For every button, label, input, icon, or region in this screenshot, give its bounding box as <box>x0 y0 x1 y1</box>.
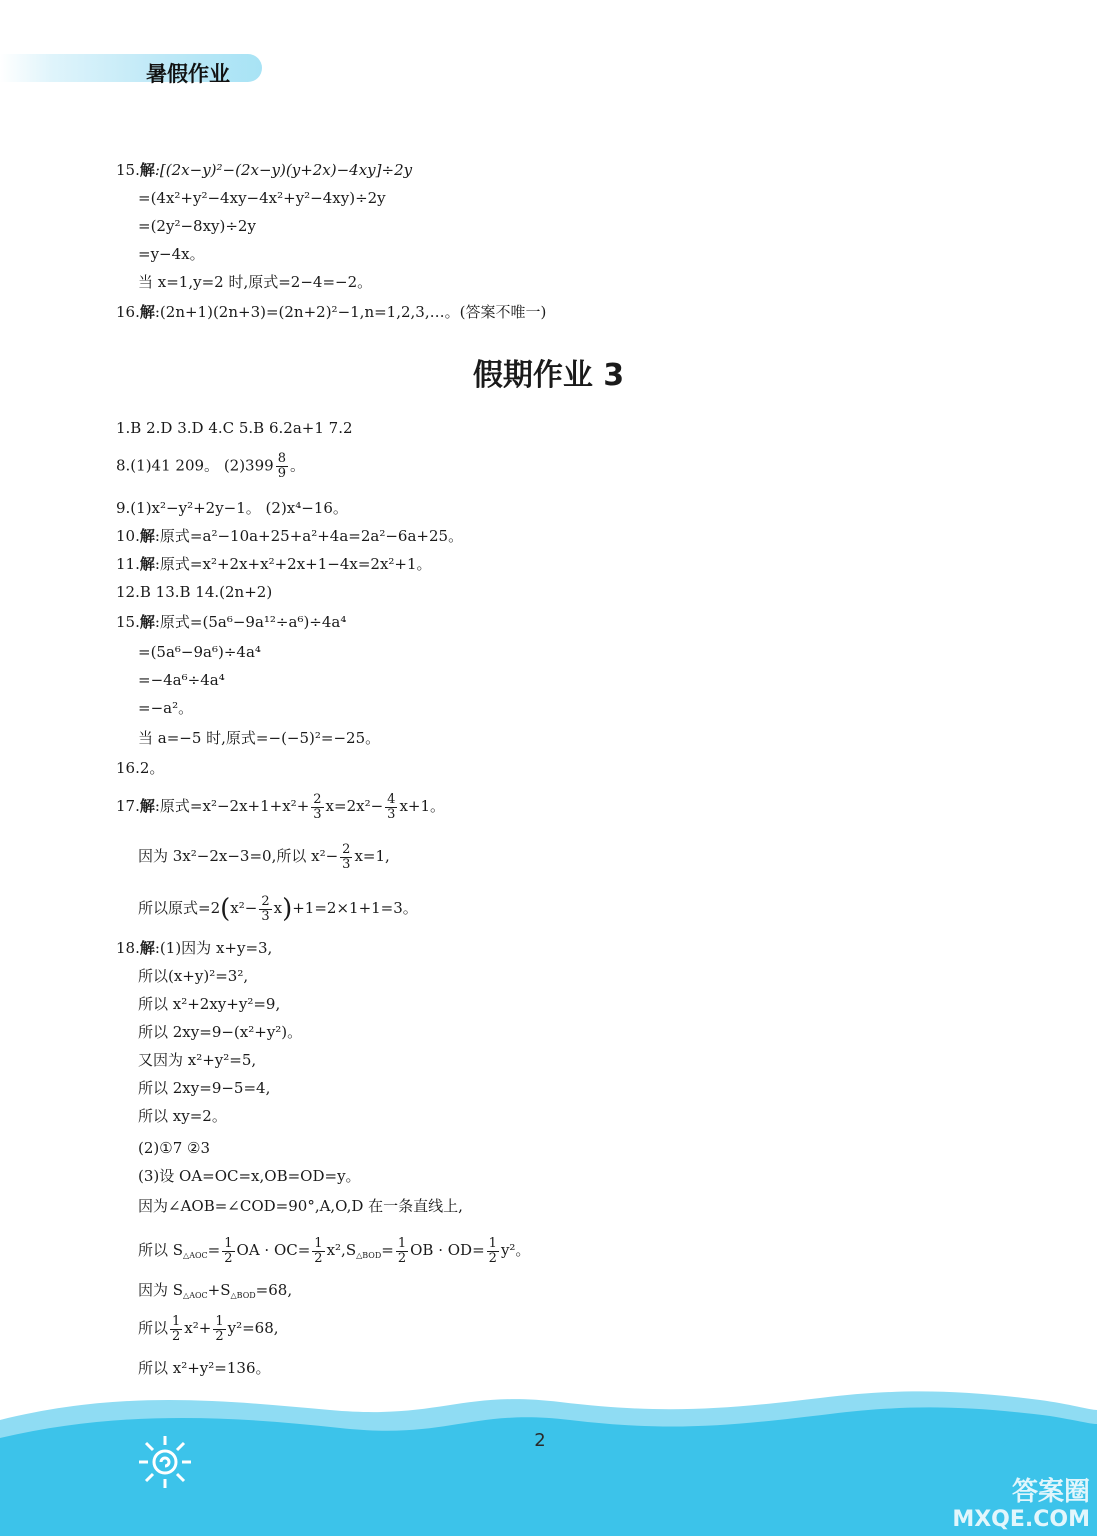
prev-q15-line3: =(2y²−8xy)÷2y <box>138 217 256 235</box>
prev-q15-line5: 当 x=1,y=2 时,原式=2−4=−2。 <box>138 273 373 291</box>
answer-18-line14: 所以 x²+y²=136。 <box>138 1359 271 1377</box>
answer-9: 9.(1)x²−y²+2y−1。 (2)x⁴−16。 <box>116 499 348 517</box>
header-title: 暑假作业 <box>146 62 230 86</box>
answer-15-line2: =(5a⁶−9a⁶)÷4a⁴ <box>138 643 261 661</box>
answer-18-line7: 所以 xy=2。 <box>138 1107 227 1125</box>
answer-15-line5: 当 a=−5 时,原式=−(−5)²=−25。 <box>138 729 381 747</box>
answer-18-line5: 又因为 x²+y²=5, <box>138 1051 257 1069</box>
prev-q15-line1: 15.解:[(2x−y)²−(2x−y)(y+2x)−4xy]÷2y <box>116 161 413 179</box>
answer-11: 11.解:原式=x²+2x+x²+2x+1−4x=2x²+1。 <box>116 555 432 573</box>
answer-17-line3: 所以原式=2(x²− $\frac{2}{3}$ x)+1=2×1+1=3。 <box>138 893 418 924</box>
answer-18-line9: (3)设 OA=OC=x,OB=OD=y。 <box>138 1167 361 1185</box>
answer-18-line2: 所以(x+y)²=3², <box>138 967 249 985</box>
answers-12-14: 12.B 13.B 14.(2n+2) <box>116 583 273 601</box>
answer-15-line1: 15.解:原式=(5a⁶−9a¹²÷a⁶)÷4a⁴ <box>116 613 347 631</box>
answer-10: 10.解:原式=a²−10a+25+a²+4a=2a²−6a+25。 <box>116 527 464 545</box>
prev-q15-line4: =y−4x。 <box>138 245 205 263</box>
page-number: 2 <box>534 1430 546 1451</box>
prev-q15-line2: =(4x²+y²−4xy−4x²+y²−4xy)÷2y <box>138 189 386 207</box>
watermark: 答案圈 MXQE.COM <box>952 1477 1090 1532</box>
prev-q16: 16.解:(2n+1)(2n+3)=(2n+2)²−1,n=1,2,3,…。(答案不唯一) <box>116 303 547 321</box>
answer-8: 8.(1)41 209。 (2)399 $\frac{8}{9}$ 。 <box>116 451 305 481</box>
answer-18-line13: 所以 $\frac{1}{2}$ x²+ $\frac{1}{2}$ y²=68, <box>138 1313 279 1344</box>
answer-18-line11: 所以 $S_{\triangle AOC}=$ $\frac{1}{2}$ OA · OC= $\frac{1}{2}$ $x^2,S_{\triangle BOD}=$ $\frac{1}{2}$ OB · OD= $\frac{1}{2}$ y²。 <box>138 1235 531 1266</box>
answer-17-line2: 因为 3x²−2x−3=0,所以 x²− $\frac{2}{3}$ x=1, <box>138 841 390 872</box>
answer-18-line8: (2)①7 ②3 <box>138 1139 210 1157</box>
section-title: 假期作业 3 <box>472 358 625 393</box>
answer-16: 16.2。 <box>116 759 165 777</box>
answer-18-line3: 所以 x²+2xy+y²=9, <box>138 995 281 1013</box>
answer-15-line4: =−a²。 <box>138 699 194 717</box>
answer-18-line1: 18.解:(1)因为 x+y=3, <box>116 939 273 957</box>
answer-18-line4: 所以 2xy=9−(x²+y²)。 <box>138 1023 303 1041</box>
answer-18-line6: 所以 2xy=9−5=4, <box>138 1079 271 1097</box>
answer-18-line10: 因为∠AOB=∠COD=90°,A,O,D 在一条直线上, <box>138 1197 463 1215</box>
answer-15-line3: =−4a⁶÷4a⁴ <box>138 671 225 689</box>
answers-1-7: 1.B 2.D 3.D 4.C 5.B 6.2a+1 7.2 <box>116 419 353 437</box>
answer-17-line1: 17.解:原式=x²−2x+1+x²+ $\frac{2}{3}$ x=2x²− $\frac{4}{3}$ x+1。 <box>116 791 446 822</box>
answer-18-line12: 因为 $S_{\triangle AOC}+S_{\triangle BOD}=68$, <box>138 1281 293 1300</box>
